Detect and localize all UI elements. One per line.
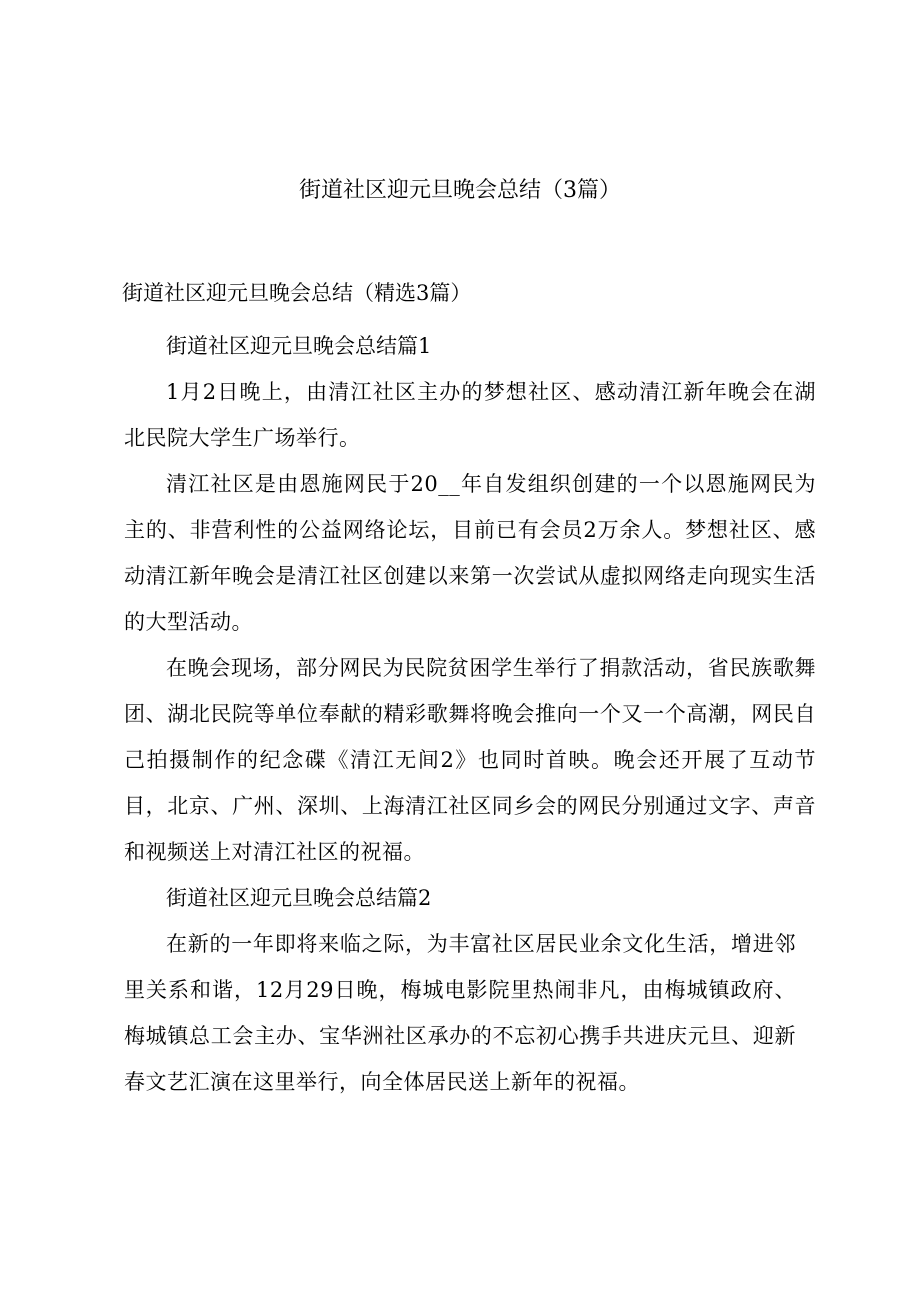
section-heading-1: 街道社区迎元旦晚会总结篇1	[166, 334, 432, 358]
section-heading-2: 街道社区迎元旦晚会总结篇2	[166, 886, 432, 910]
document-subtitle: 街道社区迎元旦晚会总结（精选3篇）	[122, 281, 472, 305]
document-body	[124, 323, 816, 1105]
paragraph-1-2: 清江社区是由恩施网民于20__年自发组织创建的一个以恩施网民为主的、非营利性的公益网络论坛，目前已有会员2万余人。梦想社区、感动清江新年晚会是清江社区创建以来第一次尝试从虚拟网络走向现实生活的大型活动。	[124, 472, 816, 634]
paragraph-1-1: 1月2日晚上，由清江社区主办的梦想社区、感动清江新年晚会在湖北民院大学生广场举行。	[124, 380, 816, 450]
paragraph-1-3: 在晚会现场，部分网民为民院贫困学生举行了捐款活动，省民族歌舞团、湖北民院等单位奉献的精彩歌舞将晚会推向一个又一个高潮，网民自己拍摄制作的纪念碟《清江无间2》也同时首映。晚会还开展了互动节目，北京、广州、深圳、上海清江社区同乡会的网民分别通过文字、声音和视频送上对清江社区的祝福。	[124, 656, 816, 864]
document-title: 街道社区迎元旦晚会总结（3篇）	[299, 178, 621, 203]
paragraph-2-1: 在新的一年即将来临之际，为丰富社区居民业余文化生活，增进邻里关系和谐，12月29日晚，梅城电影院里热闹非凡，由梅城镇政府、梅城镇总工会主办、宝华洲社区承办的不忘初心携手共进庆元旦、迎新春文艺汇演在这里举行，向全体居民送上新年的祝福。	[124, 932, 796, 1094]
